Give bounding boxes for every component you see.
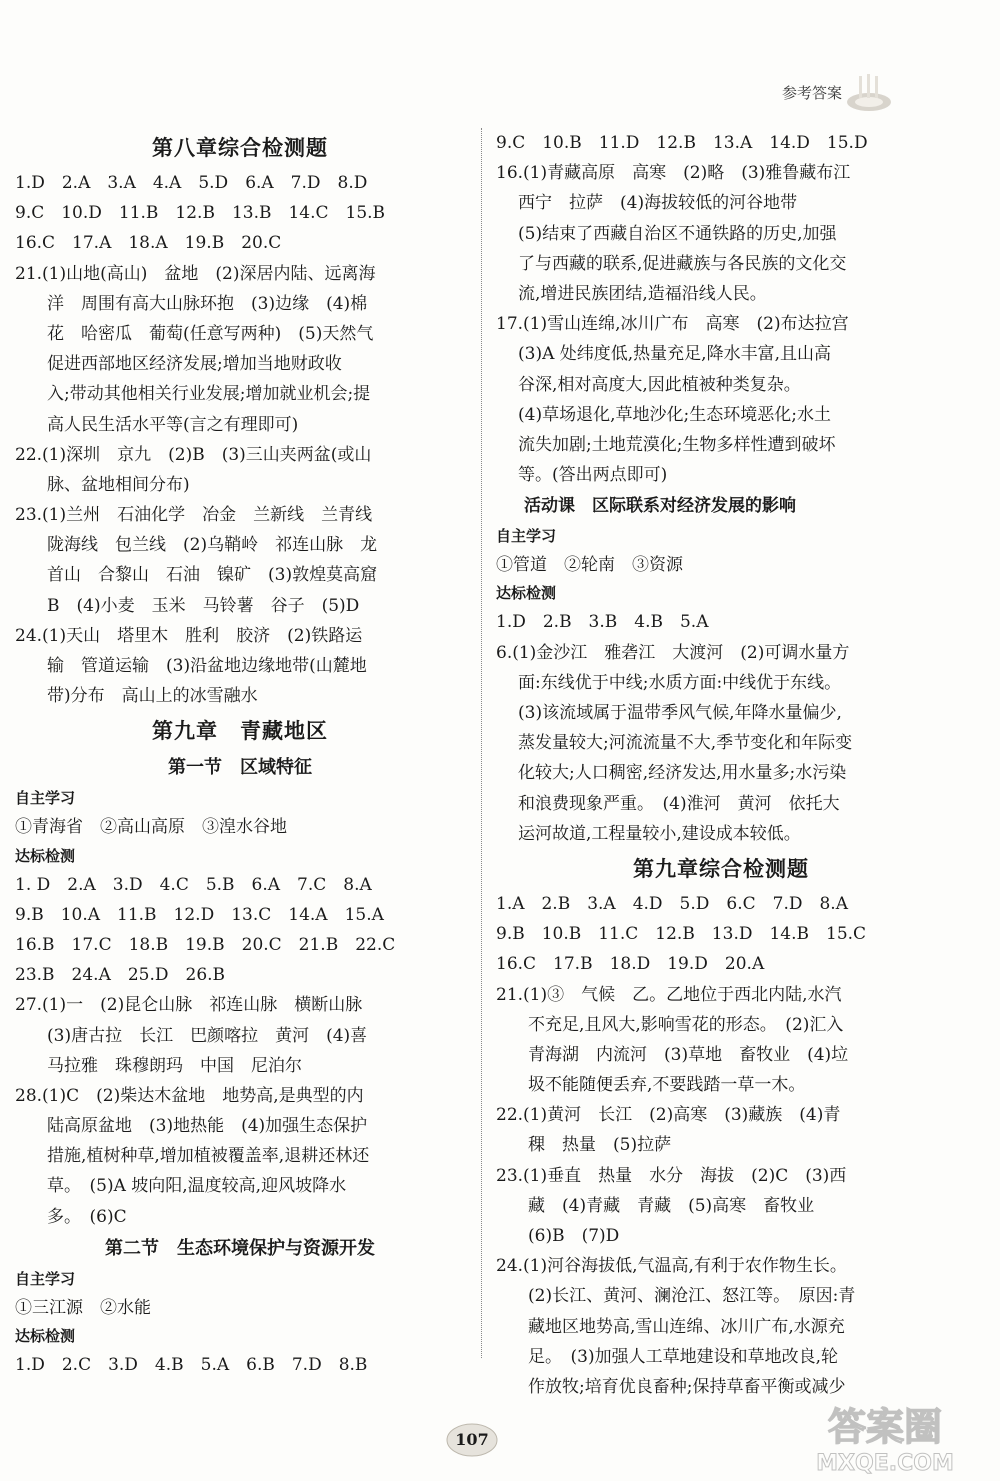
answer-line: 谷深,相对高度大,因此植被种类复杂。 — [518, 374, 801, 395]
answer-line: (5)结束了西藏自治区不通铁路的历史,加强 — [518, 223, 837, 244]
answer-line: 输 管道运输 (3)沿盆地边缘地带(山麓地 — [47, 656, 367, 676]
answer-line: 了与西藏的联系,促进藏族与各民族的文化交 — [518, 253, 847, 274]
answer-line: 陇海线 包兰线 (2)乌鞘岭 祁连山脉 龙 — [47, 535, 378, 556]
answer-line: ①三江源 ②水能 — [15, 1297, 151, 1318]
answer-line: 27.(1)一 (2)昆仑山脉 祁连山脉 横断山脉 — [15, 995, 363, 1016]
answer-line: 24.(1)天山 塔里木 胜利 胶济 (2)铁路运 — [15, 625, 363, 646]
answer-line: 运河故道,工程量较小,建设成本较低。 — [518, 823, 801, 844]
answer-line: 藏地区地势高,雪山连绵、冰川广布,水源充 — [528, 1316, 845, 1337]
section-title: 第一节 区域特征 — [168, 757, 312, 779]
answer-line: 21.(1)③ 气候 乙。乙地位于西北内陆,水汽 — [496, 984, 842, 1005]
answer-line: 青海湖 内流河 (3)草地 畜牧业 (4)垃 — [528, 1044, 849, 1065]
answer-line: 不充足,且风大,影响雪花的形态。 (2)汇入 — [528, 1014, 844, 1035]
answer-line: 稞 热量 (5)拉萨 — [528, 1135, 672, 1156]
chapter-title: 第九章 青藏地区 — [152, 718, 328, 744]
subsection-label: 达标检测 — [15, 1327, 76, 1345]
answer-line: 化较大;人口稠密,经济发达,用水量多;水污染 — [518, 763, 847, 784]
answer-line: 22.(1)黄河 长江 (2)高寒 (3)藏族 (4)青 — [496, 1105, 841, 1126]
answer-line: (3)A 处纬度低,热量充足,降水丰富,且山高 — [518, 344, 831, 365]
left-column — [15, 128, 465, 1380]
chapter-title: 第九章综合检测题 — [633, 855, 809, 881]
answer-line: 9.B 10.B 11.C 12.B 13.D 14.B 15.C — [496, 924, 867, 945]
chapter-title: 第八章综合检测题 — [152, 135, 328, 160]
answer-line: 9.C 10.D 11.B 12.B 13.B 14.C 15.B — [15, 203, 386, 224]
answer-line: 多。 (6)C — [47, 1206, 127, 1227]
answer-line: (2)长江、黄河、澜沧江、怒江等。 原因:青 — [528, 1286, 856, 1307]
answer-line: 16.B 17.C 18.B 19.B 20.C 21.B 22.C — [15, 934, 396, 955]
answer-line: 1.D 2.B 3.B 4.B 5.A — [496, 612, 709, 633]
header-logo-icon — [846, 72, 892, 112]
answer-line: 28.(1)C (2)柴达木盆地 地势高,是典型的内 — [15, 1085, 364, 1106]
answer-line: 6.(1)金沙江 雅砻江 大渡河 (2)可调水量方 — [496, 642, 850, 663]
answer-line: 圾不能随便丢弃,不要践踏一草一木。 — [528, 1075, 806, 1096]
answer-line: 24.(1)河谷海拔低,气温高,有利于农作物生长。 — [496, 1256, 847, 1277]
answer-line: 首山 合黎山 石油 镍矿 (3)敦煌莫高窟 — [47, 565, 378, 586]
column-divider — [481, 128, 482, 1358]
section-title: 第二节 生态环境保护与资源开发 — [105, 1237, 375, 1259]
answer-line: 16.C 17.A 18.A 19.B 20.C — [15, 233, 282, 254]
subsection-label: 自主学习 — [15, 789, 76, 808]
answer-line: 9.C 10.B 11.D 12.B 13.A 14.D 15.D — [496, 133, 868, 153]
answer-line: ①青海省 ②高山高原 ③湟水谷地 — [15, 817, 287, 838]
answer-line: 16.(1)青藏高原 高寒 (2)略 (3)雅鲁藏布江 — [496, 163, 851, 184]
answer-line: 面:东线优于中线;水质方面:中线优于东线。 — [518, 672, 842, 693]
answer-line: 草。 (5)A 坡向阳,温度较高,迎风坡降水 — [47, 1176, 347, 1197]
watermark-logo-icon — [780, 1396, 990, 1476]
answer-line: (6)B (7)D — [528, 1226, 620, 1246]
answer-line: 流失加剧;土地荒漠化;生物多样性遭到破坏 — [518, 434, 836, 455]
watermark-url: MXQE.COM — [816, 1451, 954, 1476]
answer-line: 1.D 2.A 3.A 4.A 5.D 6.A 7.D 8.D — [15, 173, 368, 193]
answer-line: 陆高原盆地 (3)地热能 (4)加强生态保护 — [47, 1116, 368, 1137]
answer-line: 和浪费现象严重。 (4)淮河 黄河 依托大 — [518, 793, 840, 814]
answer-line: 23.(1)垂直 热量 水分 海拔 (2)C (3)西 — [496, 1165, 847, 1186]
subsection-label: 达标检测 — [15, 846, 76, 865]
subsection-label: 达标检测 — [496, 584, 557, 603]
answer-line: 21.(1)山地(高山) 盆地 (2)深居内陆、远离海 — [15, 263, 376, 284]
answer-line: 等。(答出两点即可) — [518, 465, 668, 486]
page-number — [446, 1422, 498, 1458]
answer-line: (3)唐古拉 长江 巴颜喀拉 黄河 (4)喜 — [47, 1025, 368, 1046]
answer-line: 促进西部地区经济发展;增加当地财政收 — [47, 354, 342, 375]
answer-line: ①管道 ②轮南 ③资源 — [496, 555, 683, 576]
answer-line: 足。 (3)加强人工草地建设和草地改良,轮 — [528, 1346, 838, 1367]
answer-line: 入;带动其他相关行业发展;增加就业机会;提 — [47, 384, 371, 405]
answer-line: 23.(1)兰州 石油化学 冶金 兰新线 兰青线 — [15, 505, 373, 526]
header-tag: 参考答案 — [782, 84, 843, 102]
answer-line: 23.B 24.A 25.D 26.B — [15, 965, 226, 986]
answer-line: 作放牧;培育优良畜种;保持草畜平衡或减少 — [528, 1376, 846, 1397]
activity-title: 活动课 区际联系对经济发展的影响 — [524, 496, 796, 517]
page-number-text: 107 — [455, 1430, 489, 1449]
answer-line: 22.(1)深圳 京九 (2)B (3)三山夹两盆(或山 — [15, 444, 372, 465]
answer-line: B (4)小麦 玉米 马铃薯 谷子 (5)D — [47, 595, 360, 616]
answer-line: 16.C 17.B 18.D 19.D 20.A — [496, 954, 765, 975]
answer-line: 高人民生活水平等(言之有理即可) — [47, 414, 299, 435]
answer-line: 9.B 10.A 11.B 12.D 13.C 14.A 15.A — [15, 904, 384, 925]
answer-line: 1.D 2.C 3.D 4.B 5.A 6.B 7.D 8.B — [15, 1355, 368, 1375]
answer-line: 蒸发量较大;河流流量不大,季节变化和年际变 — [518, 733, 853, 754]
answer-line: 脉、盆地相间分布) — [47, 474, 190, 495]
subsection-label: 自主学习 — [496, 527, 557, 546]
answer-line: 马拉雅 珠穆朗玛 中国 尼泊尔 — [47, 1055, 302, 1076]
answer-line: 洋 周围有高大山脉环抱 (3)边缘 (4)棉 — [47, 293, 368, 314]
subsection-label: 自主学习 — [15, 1269, 76, 1288]
right-column — [496, 128, 946, 1402]
answer-line: (3)该流域属于温带季风气候,年降水量偏少, — [518, 703, 842, 723]
watermark-text: 答案圈 — [827, 1405, 943, 1449]
answer-line: 1. D 2.A 3.D 4.C 5.B 6.A 7.C 8.A — [15, 874, 372, 895]
answer-line: 花 哈密瓜 葡萄(任意写两种) (5)天然气 — [47, 323, 374, 344]
answer-line: 带)分布 高山上的冰雪融水 — [47, 686, 258, 707]
answer-line: 西宁 拉萨 (4)海拔较低的河谷地带 — [518, 193, 798, 214]
answer-line: 1.A 2.B 3.A 4.D 5.D 6.C 7.D 8.A — [496, 893, 848, 914]
answer-line: 流,增进民族团结,造福沿线人民。 — [518, 283, 767, 304]
answer-line: (4)草场退化,草地沙化;生态环境恶化;水土 — [518, 404, 831, 425]
answer-line: 措施,植树种草,增加植被覆盖率,退耕还林还 — [47, 1146, 370, 1167]
answer-line: 17.(1)雪山连绵,冰川广布 高寒 (2)布达拉宫 — [496, 314, 849, 335]
answer-line: 藏 (4)青藏 青藏 (5)高寒 畜牧业 — [528, 1195, 815, 1216]
